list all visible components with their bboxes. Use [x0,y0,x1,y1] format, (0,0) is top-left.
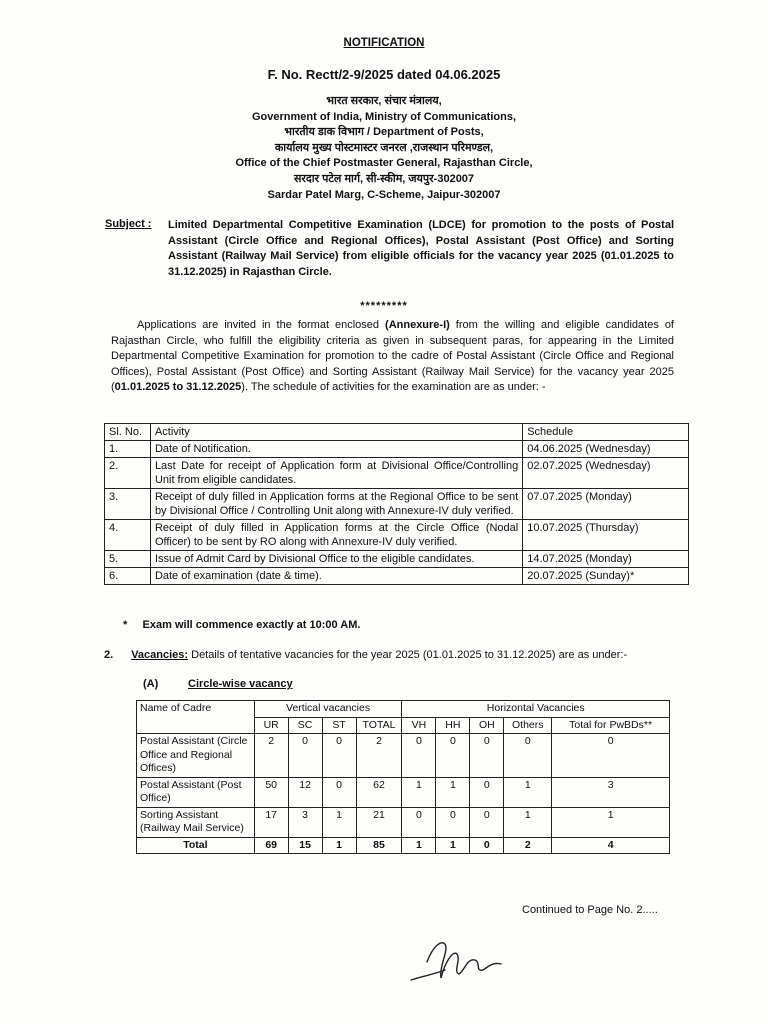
sl-no: 6. [105,568,151,585]
cell: 21 [356,807,402,837]
header-line: कार्यालय मुख्य पोस्टमास्टर जनरल ,राजस्थान परिमण्डल, [274,141,494,154]
cell: 69 [254,837,288,854]
vacancies-paragraph [104,648,674,662]
table-header-row [137,701,670,718]
sl-no: 4. [105,520,151,551]
header-cell: Others [504,717,552,734]
cell: 0 [322,734,356,778]
cell: 3 [552,777,670,807]
sl-no: 3. [105,489,151,520]
schedule-date: 20.07.2025 (Sunday)* [523,568,689,585]
cell: 0 [436,807,470,837]
cell: 2 [254,734,288,778]
header-line: Office of the Chief Postmaster General, Rajasthan Circle, [235,157,533,170]
vacancy-table [136,700,670,854]
cell: 1 [552,807,670,837]
sub-section-title: Circle-wise vacancy [188,678,293,690]
header-line: भारतीय डाक विभाग / Department of Posts, [284,126,484,139]
cell: 4 [552,837,670,854]
intro-paragraph [111,318,674,396]
header-cell: SC [288,717,322,734]
intro-text: Applications are invited in the format enclosed [137,319,386,331]
cell: 0 [322,777,356,807]
total-label: Total [137,837,255,854]
cell: 15 [288,837,322,854]
table-header-row [105,424,689,441]
activity: Receipt of duly filled in Application forms at the Circle Office (Nodal Officer) to be sent by RO along with Annexure-IV duly verified. [150,520,522,551]
cell: 1 [504,807,552,837]
cadre-name: Postal Assistant (Post Office) [137,777,255,807]
schedule-date: 07.07.2025 (Monday) [523,489,689,520]
cell: 62 [356,777,402,807]
table-row [105,489,689,520]
subject-text: Limited Departmental Competitive Examination (LDCE) for promotion to the posts of Postal Assistant (Circle Office and Regional Offices), Postal Assistant (Post Office) and Sorting Assistant (Railway Mail Service) from eligible officials for the vacancy year 2025 (01.01.2025 to 31.12.2025) in Rajasthan Circle. [168,219,674,278]
separator-stars: ********* [360,300,408,312]
header-cell: Sl. No. [105,424,151,441]
cell: 1 [436,777,470,807]
cell: 1 [402,777,436,807]
cell: 50 [254,777,288,807]
intro-text: from the willing and eligible candidates of Rajasthan Circle, who fulfill the eligibility criteria as given in subsequent paras, for appearing in the Limited Departmental Competitive Examination for promotion to the cadre of Postal Assistant (Circle Office and Regional Offices), Postal Assistant (Post Office) and Sorting Assistant (Railway Mail Service) for the vacancy year 2025 ( [111,319,674,393]
header-line: भारत सरकार, संचार मंत्रालय, [326,95,442,107]
cadre-name: Sorting Assistant (Railway Mail Service) [137,807,255,837]
activity: Receipt of duly filled in Application forms at the Regional Office to be sent by Divisional Office / Controlling Unit along with Annexure-IV duly verified. [150,489,522,520]
header-cell: VH [402,717,436,734]
total-row [137,837,670,854]
cell: 0 [470,734,504,778]
header-line: Government of India, Ministry of Communications, [251,110,517,123]
cell: 0 [470,777,504,807]
notification-title: NOTIFICATION [343,37,425,49]
cadre-name: Postal Assistant (Circle Office and Regional Offices) [137,734,255,778]
table-row [105,520,689,551]
cell: 1 [322,807,356,837]
cell: 1 [402,837,436,854]
continued-note: Continued to Page No. 2..... [522,904,658,916]
activity: Date of examination (date & time). [150,568,522,585]
cell: 0 [470,807,504,837]
header-line: सरदार पटेल मार्ग, सी-स्कीम, जयपुर-302007 [293,172,475,185]
cell: 0 [504,734,552,778]
schedule-date: 10.07.2025 (Thursday) [523,520,689,551]
schedule-table [104,423,689,585]
cell: 2 [504,837,552,854]
sl-no: 2. [105,458,151,489]
cell: 0 [470,837,504,854]
exam-time-note: * Exam will commence exactly at 10:00 AM. [123,619,361,631]
header-cell: Activity [150,424,522,441]
table-row [105,568,689,585]
table-row [105,551,689,568]
activity: Date of Notification. [150,441,522,458]
cell: 1 [322,837,356,854]
header-cell: ST [322,717,356,734]
intro-text: ). The schedule of activities for the examination are as under: - [241,381,546,393]
cell: 12 [288,777,322,807]
header-cell: Total for PwBDs** [552,717,670,734]
schedule-date: 04.06.2025 (Wednesday) [523,441,689,458]
subject-label: Subject : [105,218,152,230]
intro-annexure: (Annexure-I) [385,319,450,331]
cell: 17 [254,807,288,837]
sl-no: 5. [105,551,151,568]
section-number: 2. [104,649,114,661]
header-cell: UR [254,717,288,734]
sl-no: 1. [105,441,151,458]
activity: Issue of Admit Card by Divisional Office to the eligible candidates. [150,551,522,568]
table-row [105,458,689,489]
header-cell: OH [470,717,504,734]
vacancies-label: Vacancies: [131,649,189,661]
activity: Last Date for receipt of Application form at Divisional Office/Controlling Unit from eligible candidates. [150,458,522,489]
cell: 1 [504,777,552,807]
schedule-date: 14.07.2025 (Monday) [523,551,689,568]
cadre-header: Name of Cadre [137,701,255,734]
cell: 0 [288,734,322,778]
table-row [137,807,670,837]
horizontal-header: Horizontal Vacancies [402,701,670,718]
cell: 3 [288,807,322,837]
header-cell: HH [436,717,470,734]
vertical-header: Vertical vacancies [254,701,402,718]
sub-section-label: (A) [143,678,159,690]
table-row [105,441,689,458]
vacancies-text: Details of tentative vacancies for the year 2025 (01.01.2025 to 31.12.2025) are as under:- [188,649,628,661]
cell: 0 [552,734,670,778]
office-header [0,94,768,203]
cell: 0 [402,734,436,778]
cell: 2 [356,734,402,778]
cell: 0 [436,734,470,778]
header-cell: TOTAL [356,717,402,734]
intro-period: 01.01.2025 to 31.12.2025 [114,381,242,393]
file-number: F. No. Rectt/2-9/2025 dated 04.06.2025 [267,67,501,82]
schedule-date: 02.07.2025 (Wednesday) [523,458,689,489]
cell: 1 [436,837,470,854]
table-row [137,777,670,807]
table-row [137,734,670,778]
cell: 85 [356,837,402,854]
header-cell: Schedule [523,424,689,441]
cell: 0 [402,807,436,837]
signature [405,932,515,992]
header-line: Sardar Patel Marg, C-Scheme, Jaipur-302007 [267,188,501,201]
